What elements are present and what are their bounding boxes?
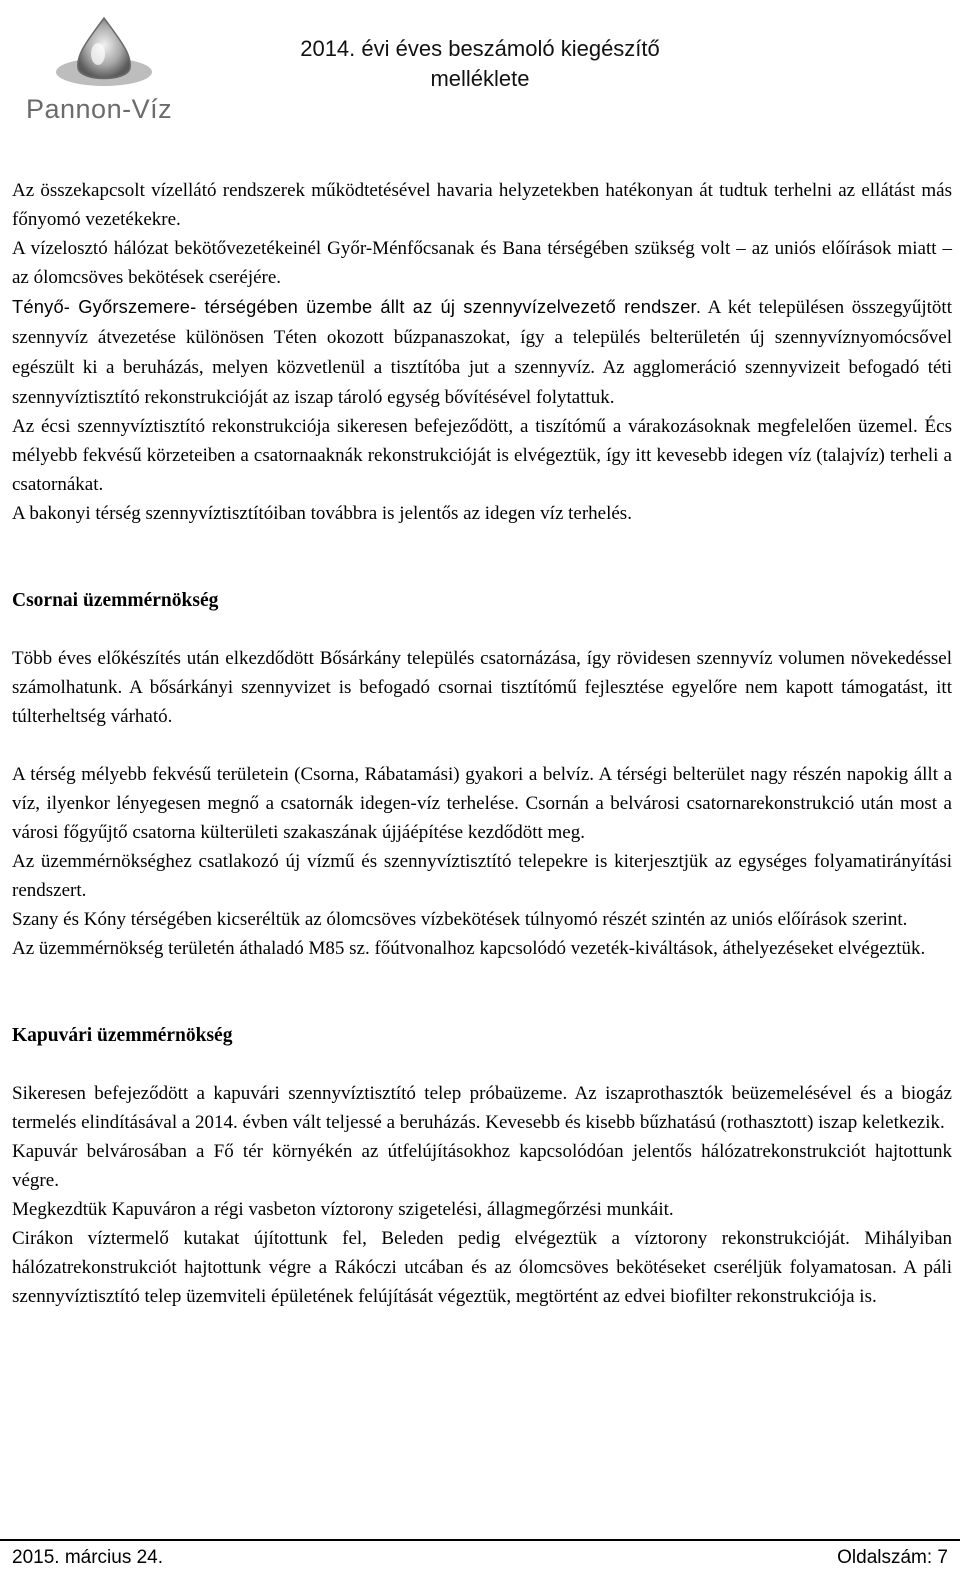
document-body (12, 176, 952, 1311)
kapuvar-paragraph-3: Megkezdtük Kapuváron a régi vasbeton víztorony szigetelési, állagmegőrzési munkáit. (12, 1199, 674, 1220)
section-heading-kapuvar: Kapuvári üzemmérnökség (12, 1025, 233, 1046)
water-drop-logo-icon (18, 14, 178, 94)
csorna-paragraph-5: Az üzemmérnökség területén áthaladó M85 sz. főútvonalhoz kapcsolódó vezeték-kiváltások, áthelyezéseket elvégeztük. (12, 938, 926, 959)
csorna-paragraph-2: A térség mélyebb fekvésű területein (Csorna, Rábatamási) gyakori a belvíz. A térségi belterület nagy részén napokig állt a víz, ilyenkor lényegesen megnő a csatornák idegen-víz terhelése. Csornán a belvárosi csatornarekonstrukció után most a városi főgyűjtő csatorna külterületi szakaszának újjáépítése kezdődött meg. (12, 764, 952, 843)
intro-paragraph-5: A bakonyi térség szennyvíztisztítóiban továbbra is jelentős az idegen víz terhelés. (12, 503, 632, 524)
page-header (0, 0, 960, 135)
intro-paragraph-2: A vízelosztó hálózat bekötővezetékeinél Győr-Ménfőcsanak és Bana térségében szükség volt – az uniós előírások miatt – az ólomcsöves bekötések cseréjére. (12, 238, 952, 288)
kapuvar-paragraph-2: Kapuvár belvárosában a Fő tér környékén az útfelújításokhoz kapcsolódóan jelentős hálózatrekonstrukciót hajtottunk végre. (12, 1141, 952, 1191)
logo-wordmark: Pannon-Víz (26, 94, 173, 124)
kapuvar-paragraph-4: Cirákon víztermelő kutakat újítottunk fel, Beleden pedig elvégeztük a víztorony rekonstrukcióját. Mihályiban hálózatrekonstrukciót hajtottunk végre a Rákóczi utcában és az ólomcsöves bekötéseket cseréljük folyamatosan. A páli szennyvíztisztító telep üzemviteli épületének felújítását végeztük, megtörtént az edvei biofilter rekonstrukciója is. (12, 1228, 952, 1307)
page-footer (0, 1539, 960, 1567)
csorna-paragraph-3: Az üzemmérnökséghez csatlakozó új vízmű és szennyvíztisztító telepekre is kiterjesztjük az egységes folyamatirányítási rendszert. (12, 851, 952, 901)
kapuvar-paragraph-1: Sikeresen befejeződött a kapuvári szennyvíztisztító telep próbaüzeme. Az iszaprothasztók beüzemelésével és a biogáz termelés elindításával a 2014. évben vált teljessé a beruházás. Kevesebb és kisebb bűzhatású (rothasztott) iszap keletkezik. (12, 1083, 952, 1133)
intro-paragraph-3-rest: A két településen összegyűjtött szennyvíz átvezetése különösen Téten okozott bűzpanaszokat, így a település belterületén új szennyvíznyomócsővel egészült ki a beruházás, melyen közvetlenül a tisztítóba jut a szennyvíz. Az agglomeráció szennyvizeit befogadó téti szennyvíztisztító rekonstrukcióját az iszap tároló egység bővítésével folytattuk. (12, 297, 952, 408)
document-title (260, 34, 700, 94)
csorna-paragraph-4: Szany és Kóny térségében kicseréltük az ólomcsöves vízbekötések túlnyomó részét szintén az uniós előírások szerint. (12, 909, 908, 930)
section-heading-csorna: Csornai üzemmérnökség (12, 590, 219, 611)
intro-paragraph-3-lead: Tényő- Győrszemere- térségében üzembe állt az új szennyvízelvezető rendszer. (12, 296, 702, 317)
title-line-2: melléklete (430, 66, 530, 91)
intro-paragraph-4: Az écsi szennyvíztisztító rekonstrukciója sikeresen befejeződött, a tiszítómű a várakozásoknak megfelelően üzemel. Écs mélyebb fekvésű körzeteiben a csatornaaknák rekonstrukcióját is elvégeztük, így itt kevesebb idegen víz (talajvíz) terheli a csatornákat. (12, 416, 952, 495)
pannon-viz-logo (18, 14, 178, 126)
intro-paragraph-3 (12, 292, 952, 412)
intro-paragraph-1: Az összekapcsolt vízellátó rendszerek működtetésével havaria helyzetekben hatékonyan át tudtuk terhelni az ellátást más főnyomó vezetékekre. (12, 180, 952, 230)
footer-date: 2015. március 24. (12, 1547, 164, 1568)
footer-page-number: Oldalszám: 7 (837, 1547, 948, 1568)
title-line-1: 2014. évi éves beszámoló kiegészítő (300, 36, 660, 61)
csorna-paragraph-1: Több éves előkészítés után elkezdődött Bősárkány település csatornázása, így rövidesen szennyvíz volumen növekedéssel számolhatunk. A bősárkányi szennyvizet is befogadó csornai tisztítómű fejlesztése egyelőre nem kapott támogatást, itt túlterheltség várható. (12, 648, 952, 727)
